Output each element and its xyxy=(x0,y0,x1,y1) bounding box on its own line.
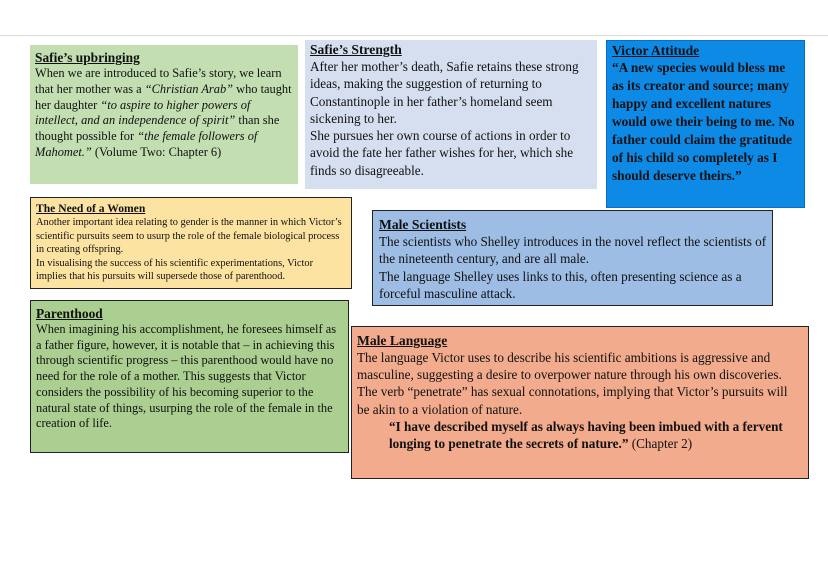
need-of-women-paragraph-2: In visualising the success of his scientific experimentations, Victor implies that his pursuits will supersede those of parenthood. xyxy=(36,257,314,283)
safie-upbringing-quote-1: “Christian Arab” xyxy=(144,81,234,96)
male-language-citation: (Chapter 2) xyxy=(628,436,693,452)
male-language-title: Male Language xyxy=(357,333,448,348)
safie-upbringing-text-3: than she thought possible for xyxy=(35,113,280,144)
male-scientists-box xyxy=(372,210,773,306)
safie-strength-title: Safie’s Strength xyxy=(310,42,402,57)
male-language-paragraph-2: The verb “penetrate” has sexual connotations, implying that Victor’s pursuits will be akin to a violation of nature. xyxy=(357,384,788,417)
safie-strength-paragraph-1: After her mother’s death, Safie retains these strong ideas, making the suggestion of returning to Constantinople in her father’s homeland seem sickening to her. xyxy=(310,59,579,126)
top-divider xyxy=(0,35,828,36)
parenthood-paragraph: When imagining his accomplishment, he foresees himself as a father figure, however, it is notable that – in achieving this through scientific progress – this parenthood would have no need for the role of a mother. This suggests that Victor considers the possibility of his becoming superior to the natural state of things, usurping the role of the female in the creation of life. xyxy=(36,322,337,431)
male-scientists-paragraph-2: The language Shelley uses links to this, often presenting science as a forceful masculine attack. xyxy=(379,268,742,301)
need-of-women-box xyxy=(30,197,352,289)
need-of-women-paragraph-1: Another important idea relating to gender is the manner in which Victor’s scientific pursuits seem to usurp the role of the female biological process in creating offspring. xyxy=(36,217,342,256)
victor-attitude-box xyxy=(606,40,805,208)
parenthood-title: Parenthood xyxy=(36,306,103,321)
safie-upbringing-text-2: who taught her daughter xyxy=(35,81,292,112)
male-scientists-title: Male Scientists xyxy=(379,217,467,232)
safie-upbringing-quote-2: “to aspire to higher powers of intellect, and an independence of spirit” xyxy=(35,97,251,128)
parenthood-box xyxy=(30,300,349,453)
safie-upbringing-text-1: When we are introduced to Safie’s story, we learn that her mother was a xyxy=(35,66,282,96)
safie-upbringing-text-4: (Volume Two: Chapter 6) xyxy=(91,144,222,159)
male-scientists-paragraph-1: The scientists who Shelley introduces in the novel reflect the scientists of the nineteenth century, and are all male. xyxy=(379,234,767,267)
safie-upbringing-title: Safie’s upbringing xyxy=(35,50,140,65)
safie-upbringing-text xyxy=(35,66,293,161)
safie-upbringing-quote-3: “the female followers of Mahomet.” xyxy=(35,129,258,159)
victor-attitude-title: Victor Attitude xyxy=(612,43,700,58)
male-language-quote-block xyxy=(357,418,803,452)
male-language-box xyxy=(351,326,809,479)
male-language-quote: “I have described myself as always having been imbued with a fervent longing to penetrate the secrets of nature.” xyxy=(389,418,783,452)
safie-strength-paragraph-2: She pursues her own course of actions in order to avoid the fate her father wishes for her, which she finds so disagreeable. xyxy=(310,128,574,178)
male-language-paragraph-1: The language Victor uses to describe his scientific ambitions is aggressive and masculine, suggesting a desire to overpower nature through his own discoveries. xyxy=(357,350,782,383)
safie-upbringing-box xyxy=(30,45,298,184)
victor-attitude-quote: “A new species would bless me as its creator and source; many happy and excellent natures would owe their being to me. No father could claim the gratitude of his child so completely as I should deserve theirs.” xyxy=(612,60,795,183)
safie-strength-box xyxy=(305,40,597,189)
need-of-women-title: The Need of a Women xyxy=(36,202,146,215)
